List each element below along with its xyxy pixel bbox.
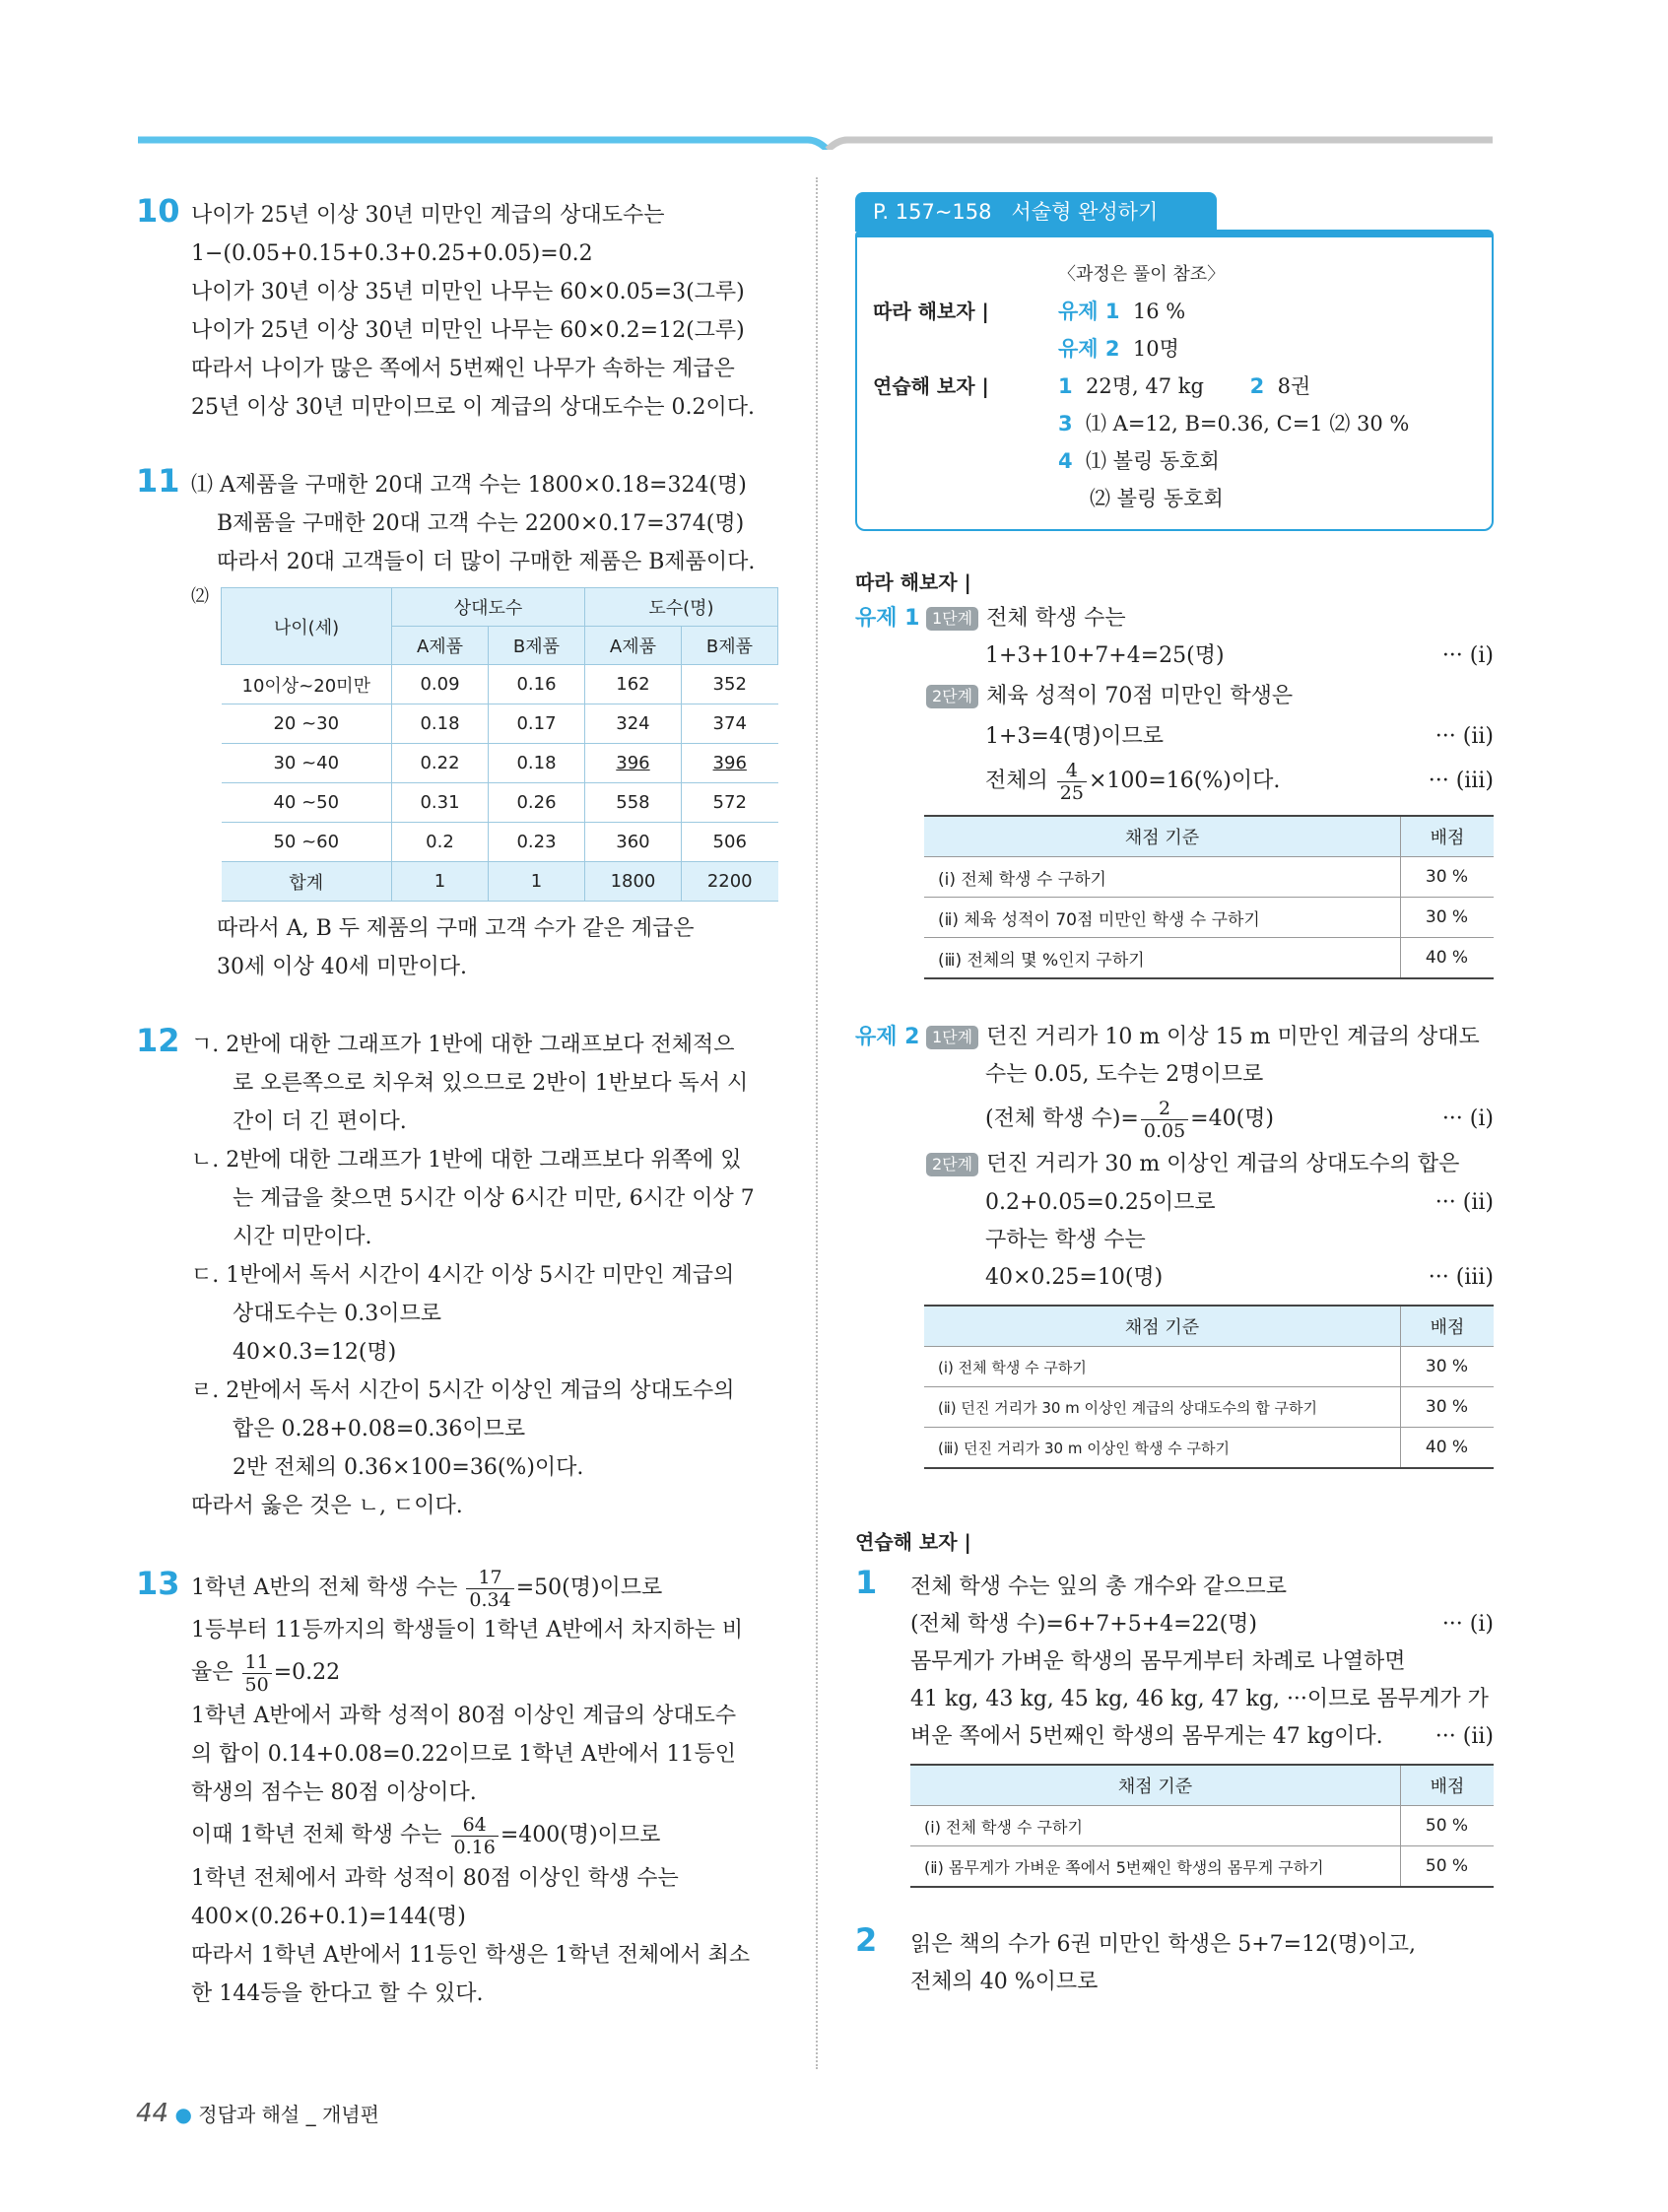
problem-11: 11 ⑴ A제품을 구매한 20대 고객 수는 1800×0.18=324(명) B제품을 구매한 20대 고객 수는 2200×0.17=374(명) 따라서 20대 고객들이 더 많이 구매한 제품은 B제품이다. ⑵ 나이(세) 상대도수 도수(명) A제품 B제품 A제품 B제품 10이상~20미만 0.09 0.16 162 352 20 ~30 0.18 0.17 324 374 30 ~40 0.22 0.18 396 396 40 ~50 0.31 0.26 558 572 50 ~60 0.2 0.23 360 506 합계 1 1 1800 2200 따라서 A, B 두 제품의 구매 고객 수가 같은 계급은 30세 이상 40세 미만이다. bbox=[136, 462, 776, 986]
page-footer bbox=[136, 2099, 379, 2128]
example-1: 유제 1 1단계 전체 학생 수는 1+3+10+7+4=25(명) ··· (ⅰ) 2단계 체육 성적이 70점 미만인 학생은 1+3=4(명)이므로 ··· (ⅱ) 전체의 $\frac{4}{25}$ ×100=16(%)이다. ··· (ⅲ) 채점 기준 배점 (ⅰ) 전체 학생 수 구하기 30 % (ⅱ) 체육 성적이 70점 미만인 학생 수 구하기 30 % (ⅲ) 전체의 몇 %인지 구하기 40 % bbox=[855, 600, 1494, 979]
table-row: (ⅱ) 몸무게가 가벼운 쪽에서 5번째인 학생의 몸무게 구하기 50 % bbox=[910, 1846, 1494, 1888]
fraction: $\frac{4}{25}$ bbox=[1057, 760, 1087, 804]
problem-number: 10 bbox=[136, 192, 180, 230]
footer-title: 정답과 해설 _ 개념편 bbox=[198, 2103, 379, 2126]
table-row: 20 ~30 0.18 0.17 324 374 bbox=[222, 704, 778, 744]
practice-title: 연습해 보자 | bbox=[855, 1530, 971, 1554]
problem-number: 11 bbox=[136, 462, 180, 500]
fraction: $\frac{11}{50}$ bbox=[242, 1651, 272, 1696]
practice-1: 1 전체 학생 수는 잎의 총 개수와 같으므로 (전체 학생 수)=6+7+5+4=22(명) ··· (ⅰ) 몸무게가 가벼운 학생의 몸무게부터 차례로 나열하면 41 kg, 43 kg, 45 kg, 46 kg, 47 kg, ···이므로 몸무게가 가 벼운 쪽에서 5번째인 학생의 몸무게는 47 kg이다. ··· (ⅱ) 채점 기준 배점 (ⅰ) 전체 학생 수 구하기 50 % (ⅱ) 몸무게가 가벼운 쪽에서 5번째인 학생의 몸무게 구하기 50 % bbox=[855, 1564, 1494, 1888]
bullet-icon: ● bbox=[174, 2103, 192, 2126]
table-row: 40 ~50 0.31 0.26 558 572 bbox=[222, 783, 778, 823]
table-row: 50 ~60 0.2 0.23 360 506 bbox=[222, 823, 778, 862]
practice-2: 2 읽은 책의 수가 6권 미만인 학생은 5+7=12(명)이고, 전체의 40 %이므로 bbox=[855, 1921, 1417, 1994]
frequency-table: 나이(세) 상대도수 도수(명) A제품 B제품 A제품 B제품 10이상~20미만 0.09 0.16 162 352 20 ~30 0.18 0.17 324 374 30 ~40 0.22 0.18 396 396 40 ~50 0.31 0.26 558 572 50 ~60 0.2 0.23 360 506 합계 1 1 1800 2200 bbox=[221, 587, 778, 902]
grading-table: 채점 기준 배점 (ⅰ) 전체 학생 수 구하기 30 % (ⅱ) 체육 성적이 70점 미만인 학생 수 구하기 30 % (ⅲ) 전체의 몇 %인지 구하기 40 % bbox=[924, 815, 1494, 979]
column-divider bbox=[816, 177, 818, 2069]
table-row: (ⅱ) 던진 거리가 30 m 이상인 계급의 상대도수의 합 구하기 30 % bbox=[924, 1387, 1494, 1428]
grading-table: 채점 기준 배점 (ⅰ) 전체 학생 수 구하기 50 % (ⅱ) 몸무게가 가벼운 쪽에서 5번째인 학생의 몸무게 구하기 50 % bbox=[910, 1764, 1494, 1888]
grading-table: 채점 기준 배점 (ⅰ) 전체 학생 수 구하기 30 % (ⅱ) 던진 거리가 30 m 이상인 계급의 상대도수의 합 구하기 30 % (ⅲ) 던진 거리가 30 m 이상인 학생 수 구하기 40 % bbox=[924, 1305, 1494, 1469]
problem-12: 12 ㄱ. 2반에 대한 그래프가 1반에 대한 그래프보다 전체적으 로 오른쪽으로 치우쳐 있으므로 2반이 1반보다 독서 시 간이 더 긴 편이다. ㄴ. 2반에 대한 그래프가 1반에 대한 그래프보다 위쪽에 있 는 계급을 찾으면 5시간 이상 6시간 미만, 6시간 이상 7 시간 미만이다. ㄷ. 1반에서 독서 시간이 4시간 이상 5시간 미만인 계급의 상대도수는 0.3이므로 40×0.3=12(명) ㄹ. 2반에서 독서 시간이 5시간 이상인 계급의 상대도수의 합은 0.28+0.08=0.36이므로 2반 전체의 0.36×100=36(%)이다. 따라서 옳은 것은 ㄴ, ㄷ이다. bbox=[136, 1022, 755, 1518]
fraction: $\frac{2}{0.05}$ bbox=[1141, 1098, 1188, 1142]
top-decor-bar bbox=[138, 136, 1493, 150]
table-total-row: 합계 1 1 1800 2200 bbox=[222, 862, 778, 902]
right-column bbox=[855, 192, 1494, 2001]
table-row: (ⅲ) 전체의 몇 %인지 구하기 40 % bbox=[924, 938, 1494, 979]
problem-13: 13 1학년 A반의 전체 학생 수는 $\frac{17}{0.34}$ =50(명)이므로 1등부터 11등까지의 학생들이 1학년 A반에서 차지하는 비 율은 $\frac{11}{50}$ =0.22 1학년 A반에서 과학 성적이 80점 이상인 계급의 상대도수 의 합이 0.14+0.08=0.22이므로 1학년 A반에서 11등인 학생의 점수는 80점 이상이다. 이때 1학년 전체 학생 수는 $\frac{64}{0.16}$ =400(명)이므로 1학년 전체에서 과학 성적이 80점 이상인 학생 수는 400×(0.26+0.1)=144(명) 따라서 1학년 A반에서 11등인 학생은 1학년 전체에서 최소 한 144등을 한다고 할 수 있다. bbox=[136, 1561, 776, 2013]
problem-10: 10 나이가 25년 이상 30년 미만인 계급의 상대도수는 1−(0.05+0.15+0.3+0.25+0.05)=0.2 나이가 30년 이상 35년 미만인 나무는 60×0.05=3(그루) 나이가 25년 이상 30년 미만인 나무는 60×0.2=12(그루) 따라서 나이가 많은 쪽에서 5번째인 나무가 속하는 계급은 25년 이상 30년 미만이므로 이 계급의 상대도수는 0.2이다. bbox=[136, 192, 755, 420]
answer-summary-box: P. 157~158 서술형 완성하기 〈과정은 풀이 참조〉 따라 해보자 | 유제 1 16 % 유제 2 10명 연습해 보자 | 1 22명, 47 kg 2 8권 3 ⑴ A=12, B=0.36, C=1 ⑵ 30 % 4 ⑴ 볼링 동호회 ⑵ 볼링 동호회 bbox=[855, 192, 1494, 531]
follow-title: 따라 해보자 | bbox=[855, 570, 971, 594]
table-row: (ⅰ) 전체 학생 수 구하기 30 % bbox=[924, 857, 1494, 898]
page-number: 44 bbox=[136, 2099, 169, 2128]
fraction: $\frac{17}{0.34}$ bbox=[466, 1567, 513, 1611]
table-row: (ⅰ) 전체 학생 수 구하기 50 % bbox=[910, 1806, 1494, 1846]
example-2: 유제 2 1단계 던진 거리가 10 m 이상 15 m 미만인 계급의 상대도 수는 0.05, 도수는 2명이므로 (전체 학생 수)= $\frac{2}{0.05}$ =40(명) ··· (ⅰ) 2단계 던진 거리가 30 m 이상인 계급의 상대도수의 합은 0.2+0.05=0.25이므로 ··· (ⅱ) 구하는 학생 수는 40×0.25=10(명) ··· (ⅲ) 채점 기준 배점 (ⅰ) 전체 학생 수 구하기 30 % (ⅱ) 던진 거리가 30 m 이상인 계급의 상대도수의 합 구하기 30 % (ⅲ) 던진 거리가 30 m 이상인 학생 수 구하기 40 % bbox=[855, 1019, 1494, 1469]
problem-number: 12 bbox=[136, 1022, 180, 1059]
table-row: 10이상~20미만 0.09 0.16 162 352 bbox=[222, 665, 778, 704]
page-range: P. 157~158 bbox=[873, 200, 992, 224]
table-row: (ⅱ) 체육 성적이 70점 미만인 학생 수 구하기 30 % bbox=[924, 898, 1494, 938]
left-column bbox=[136, 192, 776, 2048]
fraction: $\frac{64}{0.16}$ bbox=[451, 1814, 499, 1858]
table-row: (ⅲ) 던진 거리가 30 m 이상인 학생 수 구하기 40 % bbox=[924, 1428, 1494, 1469]
table-row: 30 ~40 0.22 0.18 396 396 bbox=[222, 744, 778, 783]
problem-number: 13 bbox=[136, 1565, 180, 1602]
section-title: 서술형 완성하기 bbox=[1011, 200, 1159, 224]
table-row: (ⅰ) 전체 학생 수 구하기 30 % bbox=[924, 1347, 1494, 1387]
